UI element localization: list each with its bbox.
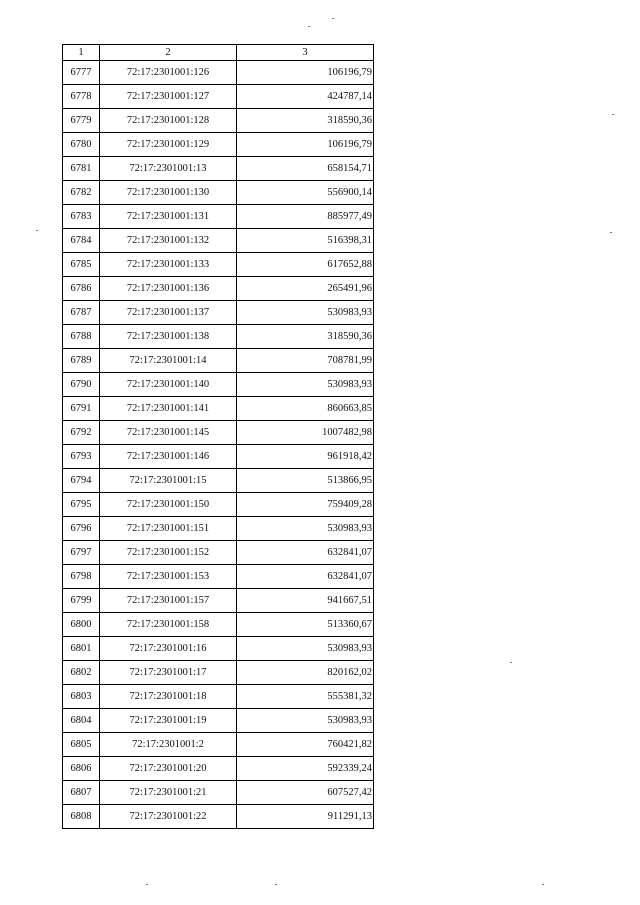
cadastral-value: 760421,82 [237, 733, 374, 757]
row-number: 6779 [63, 109, 100, 133]
table-body [63, 61, 374, 829]
scan-speck [146, 884, 148, 885]
cadastral-value: 820162,02 [237, 661, 374, 685]
row-number: 6785 [63, 253, 100, 277]
row-number: 6792 [63, 421, 100, 445]
table-row [63, 109, 374, 133]
row-number: 6778 [63, 85, 100, 109]
scan-speck [36, 230, 38, 231]
row-number: 6806 [63, 757, 100, 781]
cadastral-number: 72:17:2301001:13 [100, 157, 237, 181]
row-number: 6802 [63, 661, 100, 685]
cadastral-value: 530983,93 [237, 373, 374, 397]
table-row [63, 229, 374, 253]
cadastral-number: 72:17:2301001:15 [100, 469, 237, 493]
row-number: 6790 [63, 373, 100, 397]
cadastral-value: 617652,88 [237, 253, 374, 277]
row-number: 6804 [63, 709, 100, 733]
cadastral-number: 72:17:2301001:129 [100, 133, 237, 157]
row-number: 6794 [63, 469, 100, 493]
cadastral-number: 72:17:2301001:22 [100, 805, 237, 829]
scan-speck [332, 18, 334, 19]
cadastral-value: 556900,14 [237, 181, 374, 205]
scan-speck [510, 662, 512, 663]
cadastral-number: 72:17:2301001:2 [100, 733, 237, 757]
row-number: 6783 [63, 205, 100, 229]
cadastral-value: 530983,93 [237, 517, 374, 541]
column-header: 3 [237, 45, 374, 61]
scan-speck [275, 884, 277, 885]
cadastral-value: 265491,96 [237, 277, 374, 301]
cadastral-number: 72:17:2301001:130 [100, 181, 237, 205]
table-row [63, 445, 374, 469]
table-row [63, 205, 374, 229]
column-header: 2 [100, 45, 237, 61]
cadastral-number: 72:17:2301001:152 [100, 541, 237, 565]
cadastral-number: 72:17:2301001:14 [100, 349, 237, 373]
cadastral-number: 72:17:2301001:131 [100, 205, 237, 229]
table-row [63, 781, 374, 805]
cadastral-value: 318590,36 [237, 109, 374, 133]
cadastral-value: 592339,24 [237, 757, 374, 781]
table-row [63, 397, 374, 421]
cadastral-number: 72:17:2301001:137 [100, 301, 237, 325]
column-header: 1 [63, 45, 100, 61]
row-number: 6793 [63, 445, 100, 469]
cadastral-number: 72:17:2301001:151 [100, 517, 237, 541]
cadastral-value: 530983,93 [237, 709, 374, 733]
table-row [63, 517, 374, 541]
row-number: 6781 [63, 157, 100, 181]
cadastral-value: 516398,31 [237, 229, 374, 253]
row-number: 6777 [63, 61, 100, 85]
row-number: 6799 [63, 589, 100, 613]
cadastral-value: 658154,71 [237, 157, 374, 181]
row-number: 6800 [63, 613, 100, 637]
table-row [63, 373, 374, 397]
row-number: 6801 [63, 637, 100, 661]
row-number: 6784 [63, 229, 100, 253]
table-row [63, 661, 374, 685]
cadastral-number: 72:17:2301001:19 [100, 709, 237, 733]
table-row [63, 757, 374, 781]
cadastral-number: 72:17:2301001:158 [100, 613, 237, 637]
cadastral-value: 555381,32 [237, 685, 374, 709]
table-row [63, 277, 374, 301]
row-number: 6786 [63, 277, 100, 301]
table-row [63, 733, 374, 757]
row-number: 6782 [63, 181, 100, 205]
table-row [63, 157, 374, 181]
table-row [63, 805, 374, 829]
cadastral-value-table [62, 44, 374, 829]
cadastral-value: 513866,95 [237, 469, 374, 493]
table-row [63, 133, 374, 157]
cadastral-number: 72:17:2301001:16 [100, 637, 237, 661]
cadastral-number: 72:17:2301001:138 [100, 325, 237, 349]
table-row [63, 325, 374, 349]
cadastral-number: 72:17:2301001:20 [100, 757, 237, 781]
row-number: 6807 [63, 781, 100, 805]
cadastral-number: 72:17:2301001:127 [100, 85, 237, 109]
row-number: 6805 [63, 733, 100, 757]
cadastral-value: 941667,51 [237, 589, 374, 613]
cadastral-number: 72:17:2301001:18 [100, 685, 237, 709]
cadastral-number: 72:17:2301001:133 [100, 253, 237, 277]
table-row [63, 349, 374, 373]
table-row [63, 469, 374, 493]
cadastral-value: 530983,93 [237, 301, 374, 325]
table-row [63, 589, 374, 613]
cadastral-value: 318590,36 [237, 325, 374, 349]
table-row [63, 685, 374, 709]
table-row [63, 493, 374, 517]
table-row [63, 61, 374, 85]
cadastral-value: 860663,85 [237, 397, 374, 421]
row-number: 6788 [63, 325, 100, 349]
cadastral-value: 759409,28 [237, 493, 374, 517]
cadastral-value: 708781,99 [237, 349, 374, 373]
cadastral-number: 72:17:2301001:128 [100, 109, 237, 133]
row-number: 6789 [63, 349, 100, 373]
row-number: 6796 [63, 517, 100, 541]
table-row [63, 85, 374, 109]
table-row [63, 709, 374, 733]
table-row [63, 637, 374, 661]
scan-speck [542, 884, 544, 885]
table-row [63, 421, 374, 445]
table-row [63, 565, 374, 589]
cadastral-value: 106196,79 [237, 61, 374, 85]
cadastral-number: 72:17:2301001:21 [100, 781, 237, 805]
cadastral-value: 530983,93 [237, 637, 374, 661]
header-row [63, 45, 374, 61]
table-row [63, 613, 374, 637]
scan-speck [612, 114, 614, 115]
cadastral-value: 961918,42 [237, 445, 374, 469]
cadastral-number: 72:17:2301001:153 [100, 565, 237, 589]
row-number: 6797 [63, 541, 100, 565]
table-row [63, 301, 374, 325]
cadastral-value: 607527,42 [237, 781, 374, 805]
row-number: 6798 [63, 565, 100, 589]
cadastral-value: 424787,14 [237, 85, 374, 109]
row-number: 6780 [63, 133, 100, 157]
cadastral-number: 72:17:2301001:146 [100, 445, 237, 469]
cadastral-number: 72:17:2301001:136 [100, 277, 237, 301]
table-row [63, 541, 374, 565]
cadastral-value: 106196,79 [237, 133, 374, 157]
cadastral-number: 72:17:2301001:132 [100, 229, 237, 253]
cadastral-value: 513360,67 [237, 613, 374, 637]
cadastral-value: 1007482,98 [237, 421, 374, 445]
scan-speck [308, 26, 310, 27]
cadastral-number: 72:17:2301001:140 [100, 373, 237, 397]
scan-speck [610, 232, 612, 233]
cadastral-value: 632841,07 [237, 541, 374, 565]
row-number: 6795 [63, 493, 100, 517]
cadastral-number: 72:17:2301001:17 [100, 661, 237, 685]
cadastral-number: 72:17:2301001:126 [100, 61, 237, 85]
table-row [63, 253, 374, 277]
cadastral-number: 72:17:2301001:141 [100, 397, 237, 421]
cadastral-number: 72:17:2301001:145 [100, 421, 237, 445]
row-number: 6803 [63, 685, 100, 709]
row-number: 6791 [63, 397, 100, 421]
cadastral-value: 885977,49 [237, 205, 374, 229]
cadastral-number: 72:17:2301001:150 [100, 493, 237, 517]
table-row [63, 181, 374, 205]
row-number: 6808 [63, 805, 100, 829]
row-number: 6787 [63, 301, 100, 325]
cadastral-value: 632841,07 [237, 565, 374, 589]
cadastral-value: 911291,13 [237, 805, 374, 829]
cadastral-number: 72:17:2301001:157 [100, 589, 237, 613]
